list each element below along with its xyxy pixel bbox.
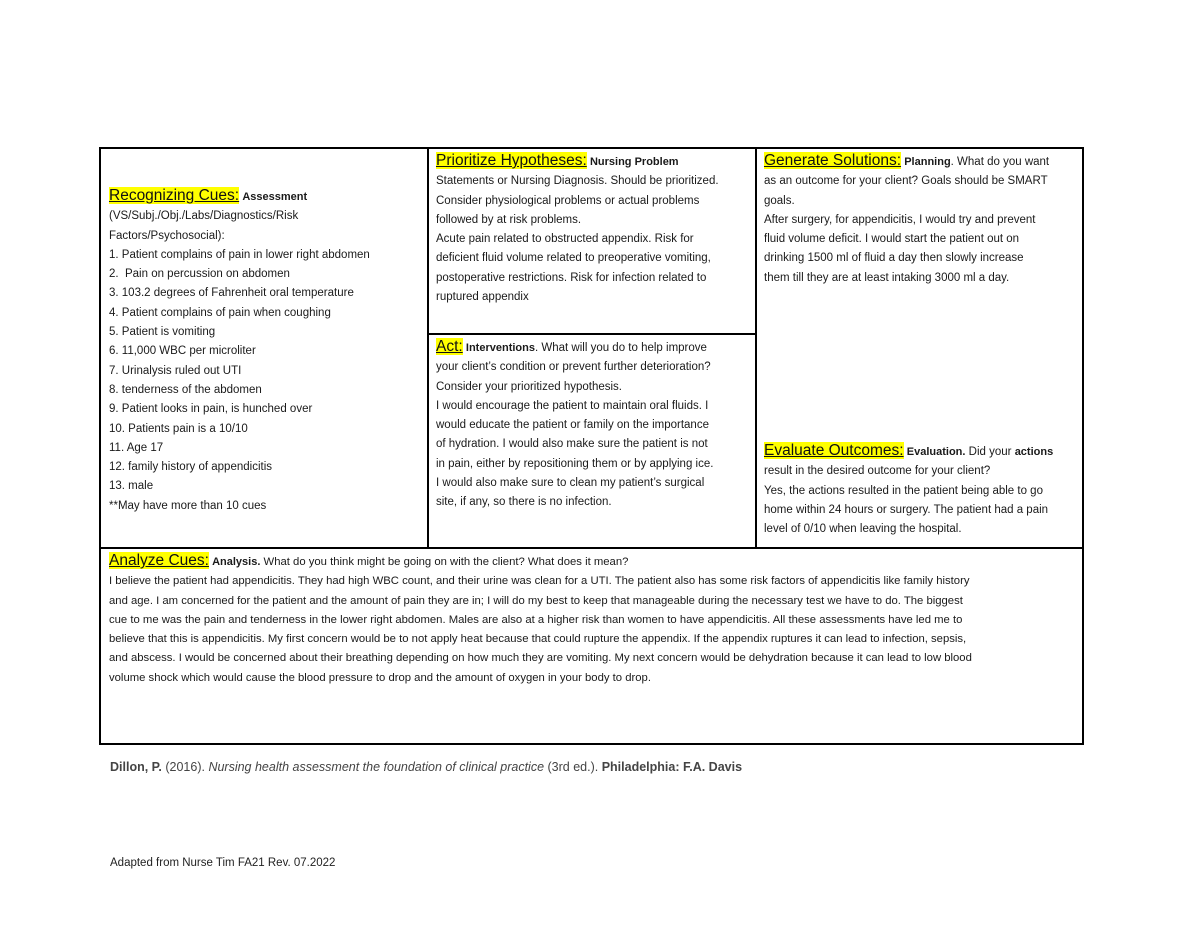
prioritize-line: followed by at risk problems.: [436, 213, 582, 226]
citation: [110, 760, 742, 774]
prioritize-line: Consider physiological problems or actual problems: [436, 194, 700, 207]
evaluate-line: result in the desired outcome for your client?: [764, 465, 991, 478]
citation-author: Dillon, P.: [110, 760, 162, 774]
analyze-first-line: What do you think might be going on with the client? What does it mean?: [260, 556, 629, 568]
act-line: I would also make sure to clean my patient’s surgical: [436, 477, 705, 490]
cue-line: 5. Patient is vomiting: [109, 326, 216, 339]
prioritize-sub: Nursing Problem: [589, 156, 679, 168]
recognizing-cues-header: [109, 186, 425, 207]
evaluate-line: home within 24 hours or surgery. The patient had a pain: [764, 503, 1049, 516]
act-sub: Interventions: [465, 342, 535, 354]
footer-note: Adapted from Nurse Tim FA21 Rev. 07.2022: [110, 857, 336, 869]
cue-line: 2. Pain on percussion on abdomen: [109, 268, 290, 281]
prioritize-line: postoperative restrictions. Risk for infection related to: [436, 271, 707, 284]
prioritize-hypotheses-cell: [436, 151, 752, 307]
evaluate-outcomes-cell: [764, 441, 1082, 539]
analyze-line: volume shock which would cause the blood pressure to drop and the amount of oxygen in your body to drop.: [109, 671, 651, 684]
act-cell: [436, 337, 752, 513]
recognizing-cues-cell: [109, 186, 425, 516]
cue-line: 11. Age 17: [109, 441, 164, 454]
cue-line: 1. Patient complains of pain in lower right abdomen: [109, 248, 370, 261]
generate-line: drinking 1500 ml of fluid a day then slowly increase: [764, 252, 1024, 265]
prioritize-line: ruptured appendix: [436, 291, 529, 304]
prioritize-line: Statements or Nursing Diagnosis. Should be prioritized.: [436, 175, 719, 188]
cue-line: 13. male: [109, 480, 154, 493]
evaluate-header: [764, 441, 1082, 462]
act-header: [436, 337, 752, 358]
act-line: your client’s condition or prevent further deterioration?: [436, 361, 711, 374]
act-line: of hydration. I would also make sure the patient is not: [436, 438, 708, 451]
generate-line: fluid volume deficit. I would start the patient out on: [764, 233, 1020, 246]
evaluate-line: level of 0/10 when leaving the hospital.: [764, 523, 962, 536]
divider-middle-row: [428, 333, 756, 335]
cue-line: **May have more than 10 cues: [109, 499, 267, 512]
evaluate-first-line-mid: Did your: [965, 446, 1015, 458]
act-line: in pain, either by repositioning them or by applying ice.: [436, 457, 714, 470]
citation-publisher: Philadelphia: F.A. Davis: [598, 760, 743, 774]
prioritize-header: [436, 151, 752, 172]
generate-header: [764, 151, 1082, 172]
generate-sub: Planning: [904, 156, 951, 168]
generate-line: goals.: [764, 194, 795, 207]
analyze-line: and abscess. I would be concerned about their breathing depending on how much they are vomiting. My next concern would be dehydration because it can lead to low blood: [109, 652, 972, 665]
citation-year: (2016).: [161, 760, 209, 774]
generate-solutions-cell: [764, 151, 1082, 288]
evaluate-sub: Evaluation.: [906, 446, 966, 458]
analyze-line: cue to me was the pain and tenderness in the lower right abdomen. Males are also at a higher risk than women to have appendicitis. All these assessments have led me to: [109, 613, 963, 626]
citation-title: Nursing health assessment the foundation of clinical practice: [208, 760, 545, 774]
cue-line: Factors/Psychosocial):: [109, 229, 225, 242]
cue-line: 10. Patients pain is a 10/10: [109, 422, 248, 435]
act-line: would educate the patient or family on the importance: [436, 419, 709, 432]
recognizing-cues-sub: Assessment: [242, 191, 308, 203]
analyze-sub: Analysis.: [212, 556, 261, 568]
cue-line: 6. 11,000 WBC per microliter: [109, 345, 256, 358]
generate-line: them till they are at least intaking 3000 ml a day.: [764, 271, 1010, 284]
evaluate-heading: Evaluate Outcomes:: [764, 442, 904, 459]
generate-line: as an outcome for your client? Goals should be SMART: [764, 175, 1048, 188]
analyze-header: [109, 551, 1081, 572]
cue-line: 4. Patient complains of pain when coughing: [109, 306, 331, 319]
prioritize-line: deficient fluid volume related to preoperative vomiting,: [436, 252, 711, 265]
prioritize-heading: Prioritize Hypotheses:: [436, 152, 587, 169]
generate-heading: Generate Solutions:: [764, 152, 902, 169]
generate-line: After surgery, for appendicitis, I would try and prevent: [764, 213, 1036, 226]
analyze-line: and age. I am concerned for the patient and the amount of pain they are in; I will do my best to keep that manageable during the necessary test we have to do. The biggest: [109, 594, 963, 607]
act-line: Consider your prioritized hypothesis.: [436, 380, 623, 393]
generate-first-line: . What do you want: [950, 156, 1050, 168]
cue-line: 9. Patient looks in pain, is hunched over: [109, 403, 313, 416]
act-line: I would encourage the patient to maintain oral fluids. I: [436, 399, 709, 412]
citation-edition: (3rd ed.).: [544, 760, 599, 774]
cue-line: 8. tenderness of the abdomen: [109, 383, 262, 396]
act-heading: Act:: [436, 338, 463, 355]
prioritize-line: Acute pain related to obstructed appendix. Risk for: [436, 233, 694, 246]
cue-line: 3. 103.2 degrees of Fahrenheit oral temperature: [109, 287, 354, 300]
divider-analyze-row: [101, 547, 1084, 549]
cue-line: 12. family history of appendicitis: [109, 461, 272, 474]
act-line: site, if any, so there is no infection.: [436, 496, 612, 509]
act-first-line: . What will you do to help improve: [534, 342, 707, 354]
divider-col-1: [427, 149, 429, 548]
cue-line: (VS/Subj./Obj./Labs/Diagnostics/Risk: [109, 210, 299, 223]
cue-line: 7. Urinalysis ruled out UTI: [109, 364, 242, 377]
analyze-heading: Analyze Cues:: [109, 552, 209, 569]
clinical-judgment-table: [99, 147, 1084, 745]
analyze-line: I believe the patient had appendicitis. They had high WBC count, and their urine was clean for a UTI. The patient also has some risk factors of appendicitis like family history: [109, 575, 970, 588]
analyze-line: believe that this is appendicitis. My first concern would be to not apply heat because that could rupture the appendix. If the appendix ruptures it can lead to infection, sepsis,: [109, 633, 967, 646]
analyze-cues-cell: [109, 551, 1081, 688]
recognizing-cues-heading: Recognizing Cues:: [109, 187, 240, 204]
evaluate-line: Yes, the actions resulted in the patient being able to go: [764, 484, 1043, 497]
evaluate-first-line-bold: actions: [1014, 446, 1054, 458]
divider-col-2: [755, 149, 757, 548]
